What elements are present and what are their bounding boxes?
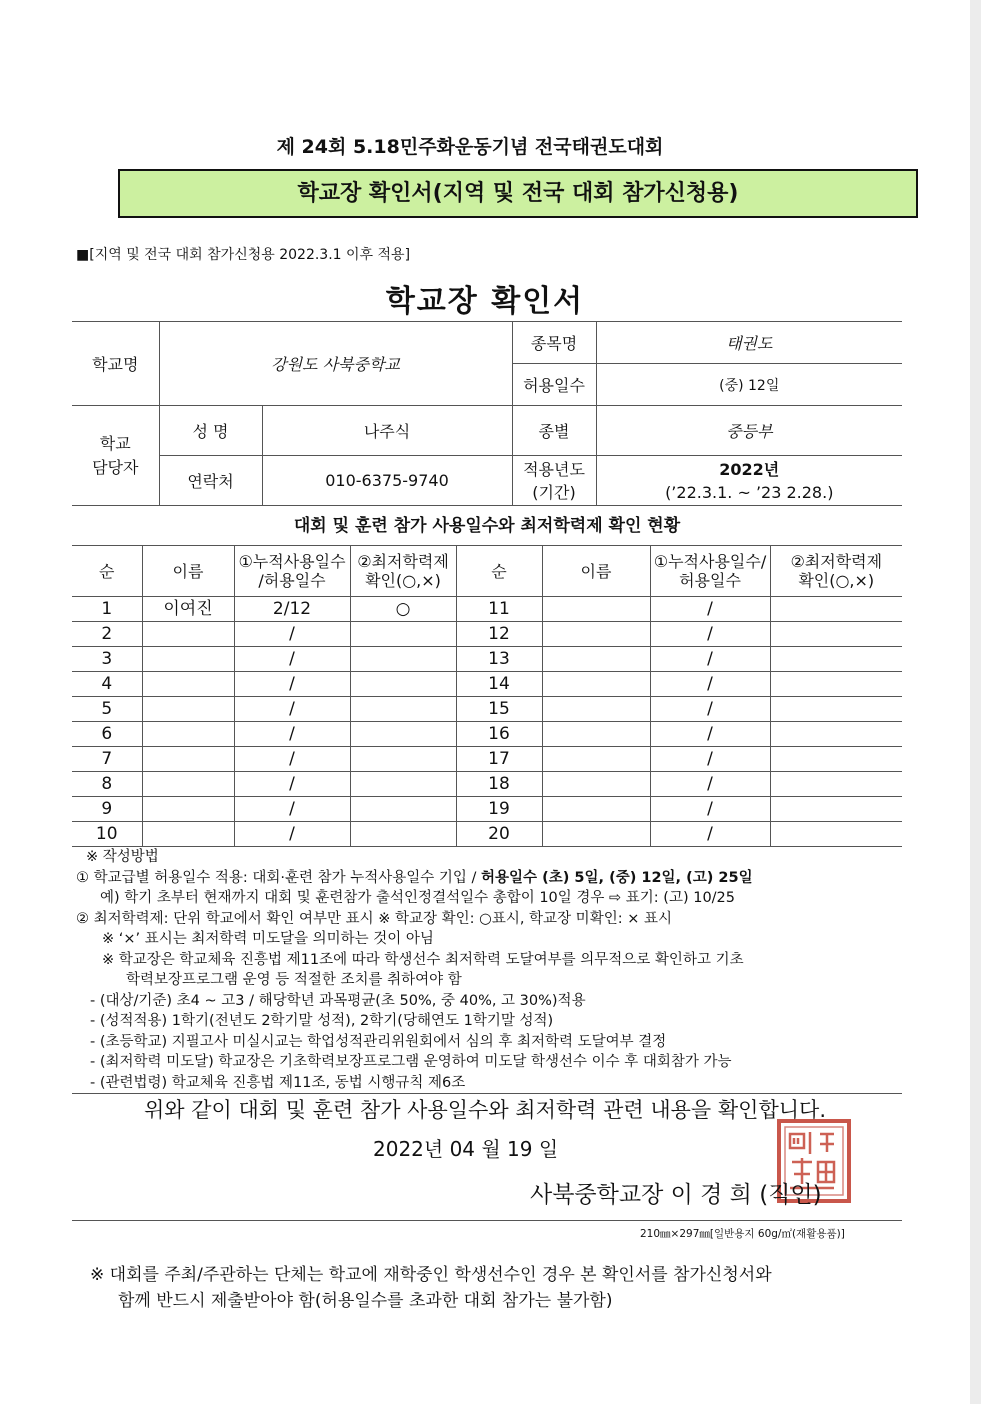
info-table [72, 321, 902, 506]
row-no: 15 [456, 697, 542, 722]
row-days: / [234, 772, 350, 797]
table-row [72, 647, 902, 672]
row-days: / [234, 697, 350, 722]
row-name [142, 647, 234, 672]
instructions [76, 847, 753, 1093]
row-no: 20 [456, 822, 542, 847]
row-name [142, 822, 234, 847]
row-days: / [650, 722, 770, 747]
row-min [350, 697, 456, 722]
row-days: / [234, 797, 350, 822]
row-name [142, 697, 234, 722]
note-4: ※ 학교장은 학교체육 진흥법 제11조에 따라 학생선수 최저학력 도달여부를 의무적으로 확인하고 기초 [102, 951, 744, 968]
row-days: / [650, 672, 770, 697]
form-heading: 학교장 확인서 [385, 284, 585, 319]
row-min [770, 722, 902, 747]
school-value: 강원도 사북중학교 [159, 322, 512, 406]
row-no: 1 [72, 597, 142, 622]
note-1-allowed: 허용일수 (초) 5일, (중) 12일, (고) 25일 [481, 869, 753, 886]
period-value: (’22.3.1. ~ ’23 2.28.) [665, 482, 834, 502]
row-no: 3 [72, 647, 142, 672]
table-row [72, 822, 902, 847]
year-cell [596, 456, 902, 506]
paper-spec: 210㎜×297㎜[일반용지 60g/㎡(재활용품)] [640, 1228, 845, 1240]
row-min [770, 622, 902, 647]
divider [72, 1220, 902, 1221]
footer-notice [90, 1262, 772, 1314]
row-no: 8 [72, 772, 142, 797]
row-no: 14 [456, 672, 542, 697]
row-no: 5 [72, 697, 142, 722]
row-min [350, 647, 456, 672]
row-min [350, 722, 456, 747]
row-no: 17 [456, 747, 542, 772]
row-min [770, 772, 902, 797]
row-no: 7 [72, 747, 142, 772]
row-no: 19 [456, 797, 542, 822]
row-days: / [650, 647, 770, 672]
table-row [72, 672, 902, 697]
row-days: / [234, 647, 350, 672]
note-3: ※ ‘×’ 표시는 최저학력 미도달을 의미하는 것이 아님 [102, 931, 434, 947]
row-min [350, 622, 456, 647]
issue-date: 2022년 04 월 19 일 [373, 1137, 559, 1161]
row-name [542, 722, 650, 747]
row-name [142, 722, 234, 747]
note-4-cont: 학력보장프로그램 운영 등 적절한 조치를 취하여야 함 [126, 972, 462, 988]
row-days: / [650, 747, 770, 772]
table-row [72, 622, 902, 647]
table-row [72, 597, 902, 622]
note-1 [76, 868, 753, 889]
category-value: 중등부 [596, 406, 902, 456]
row-days: / [234, 722, 350, 747]
col-no-right: 순 [456, 546, 542, 597]
row-min [350, 822, 456, 847]
notes-header: ※ 작성방법 [86, 849, 159, 865]
school-label: 학교명 [72, 322, 159, 406]
detail-5: - (관련법령) 학교체육 진흥법 제11조, 동법 시행규칙 제6조 [90, 1074, 466, 1091]
row-no: 13 [456, 647, 542, 672]
confirmation-text: 위와 같이 대회 및 훈련 참가 사용일수와 최저학력 관련 내용을 확인합니다. [143, 1098, 826, 1122]
detail-3: - (초등학교) 지필고사 미실시교는 학업성적관리위원회에서 심의 후 최저학력 도달여부 결정 [90, 1033, 667, 1050]
row-no: 10 [72, 822, 142, 847]
row-min [770, 597, 902, 622]
row-days: 2/12 [234, 597, 350, 622]
col-no-left: 순 [72, 546, 142, 597]
year-label: 적용년도 (기간) [512, 456, 596, 506]
note-1-text: ① 학교급별 허용일수 적용: 대회·훈련 참가 누적사용일수 기입 / [76, 869, 482, 886]
row-name [542, 772, 650, 797]
row-name [142, 747, 234, 772]
allowed-value: (중) 12일 [596, 364, 902, 406]
col-name-right: 이름 [542, 546, 650, 597]
row-no: 11 [456, 597, 542, 622]
row-name [142, 672, 234, 697]
col-min-right: ②최저학력제 확인(○,×) [770, 546, 902, 597]
row-no: 6 [72, 722, 142, 747]
row-name [542, 647, 650, 672]
sport-label: 종목명 [512, 322, 596, 364]
footer-line-1: ※ 대회를 주최/주관하는 단체는 학교에 재학중인 학생선수인 경우 본 확인서를 참가신청서와 [90, 1265, 772, 1285]
row-min [350, 672, 456, 697]
usage-table [72, 545, 902, 847]
row-name [542, 747, 650, 772]
detail-4: - (최저학력 미도달) 학교장은 기초학력보장프로그램 운영하여 미도달 학생선수 이수 후 대회참가 가능 [90, 1054, 732, 1070]
contact-label: 연락처 [159, 456, 262, 506]
detail-1: - (대상/기준) 초4 ~ 고3 / 해당학년 과목평균(초 50%, 중 40%, 고 30%)적용 [90, 992, 586, 1009]
row-no: 18 [456, 772, 542, 797]
row-no: 4 [72, 672, 142, 697]
manager-label: 학교 담당자 [72, 406, 159, 506]
row-days: / [650, 797, 770, 822]
row-name [142, 622, 234, 647]
contact-value: 010-6375-9740 [262, 456, 512, 506]
row-days: / [234, 672, 350, 697]
year-value: 2022년 [719, 459, 780, 479]
row-min [350, 797, 456, 822]
applied-note: ■[지역 및 전국 대회 참가신청용 2022.3.1 이후 적용] [76, 247, 411, 263]
row-no: 16 [456, 722, 542, 747]
row-name [542, 672, 650, 697]
row-name [542, 597, 650, 622]
name-label: 성 명 [159, 406, 262, 456]
row-days: / [650, 597, 770, 622]
form-banner: 학교장 확인서(지역 및 전국 대회 참가신청용) [118, 169, 918, 218]
row-days: / [234, 822, 350, 847]
col-days-left: ①누적사용일수 /허용일수 [234, 546, 350, 597]
row-days: / [234, 622, 350, 647]
row-name [542, 822, 650, 847]
row-days: / [650, 772, 770, 797]
sport-value: 태권도 [596, 322, 902, 364]
table-row [72, 797, 902, 822]
detail-2: - (성적적용) 1학기(전년도 2학기말 성적), 2학기(당해연도 1학기말 성적) [90, 1013, 554, 1029]
row-min [770, 747, 902, 772]
row-min [350, 772, 456, 797]
row-name [542, 697, 650, 722]
table-row [72, 772, 902, 797]
row-min [770, 797, 902, 822]
table-row [72, 697, 902, 722]
row-days: / [650, 822, 770, 847]
footer-line-2: 함께 반드시 제출받아야 함(허용일수를 초과한 대회 참가는 불가함) [118, 1291, 613, 1311]
row-min [770, 822, 902, 847]
row-name [142, 797, 234, 822]
usage-subheading: 대회 및 훈련 참가 사용일수와 최저학력제 확인 현황 [72, 505, 902, 546]
row-name [542, 797, 650, 822]
row-name [142, 772, 234, 797]
row-name: 이여진 [142, 597, 234, 622]
row-min [770, 647, 902, 672]
col-days-right: ①누적사용일수/ 허용일수 [650, 546, 770, 597]
row-min: ○ [350, 597, 456, 622]
table-row [72, 722, 902, 747]
col-min-left: ②최저학력제 확인(○,×) [350, 546, 456, 597]
row-days: / [650, 697, 770, 722]
table-row [72, 747, 902, 772]
row-min [770, 672, 902, 697]
row-days: / [650, 622, 770, 647]
note-2: ② 최저학력제: 단위 학교에서 확인 여부만 표시 ※ 학교장 확인: ○표시, 학교장 미확인: × 표시 [76, 910, 672, 927]
row-no: 9 [72, 797, 142, 822]
row-name [542, 622, 650, 647]
category-label: 종별 [512, 406, 596, 456]
row-no: 12 [456, 622, 542, 647]
row-days: / [234, 747, 350, 772]
row-min [350, 747, 456, 772]
allowed-label: 허용일수 [512, 364, 596, 406]
note-1-example: 예) 학기 초부터 현재까지 대회 및 훈련참가 출석인정결석일수 총합이 10일 경우 ⇨ 표기: (고) 10/25 [100, 890, 736, 906]
principal-signature: 사북중학교장 이 경 희 (직인) [530, 1182, 822, 1208]
row-min [770, 697, 902, 722]
name-value: 나주식 [262, 406, 512, 456]
event-title: 제 24회 5.18민주화운동기념 전국태권도대회 [276, 136, 664, 158]
row-no: 2 [72, 622, 142, 647]
col-name-left: 이름 [142, 546, 234, 597]
